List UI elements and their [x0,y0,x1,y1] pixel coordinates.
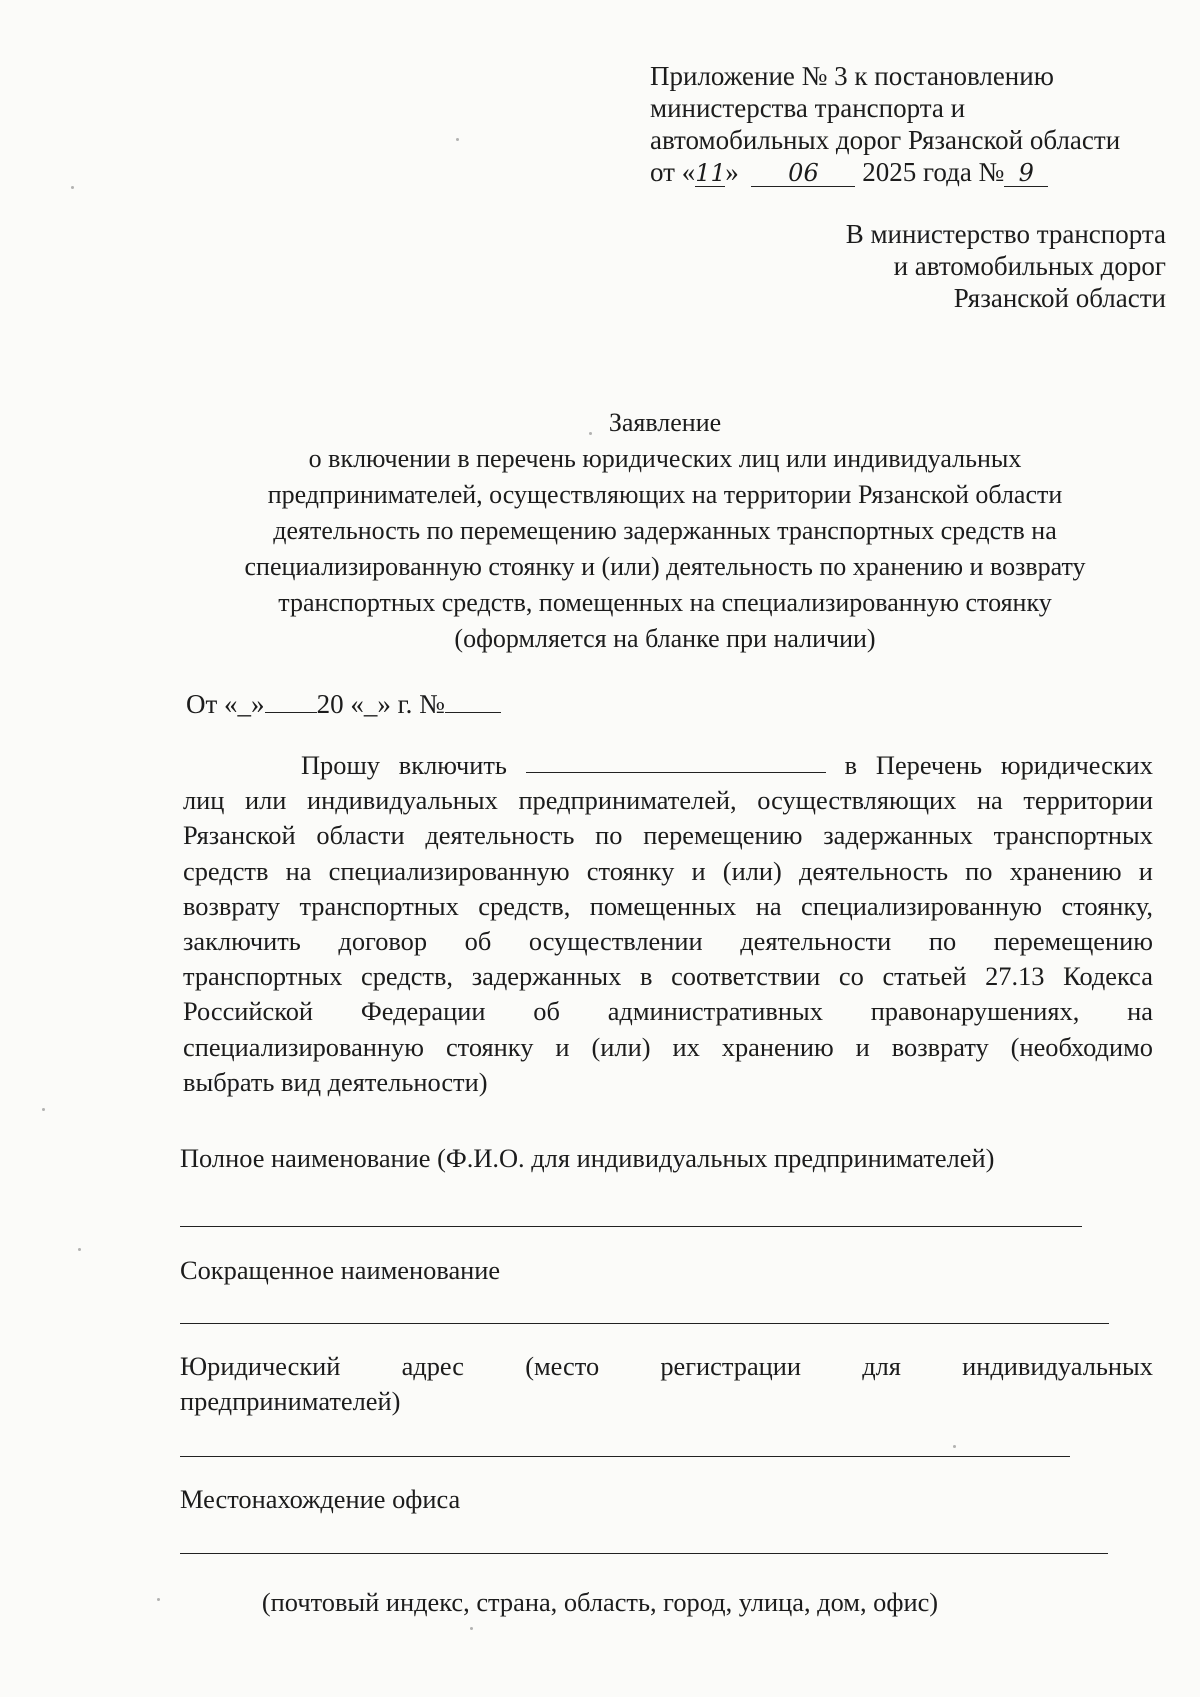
word: индивидуальных [307,785,498,816]
word: по [595,820,623,851]
word: хранению [1009,855,1122,886]
office-location-input-line[interactable] [180,1553,1108,1554]
from-date-line [186,688,501,720]
word: на [976,785,1003,816]
word: об [464,926,492,957]
title-line: специализированную стоянку и (или) деятельность по хранению и возврату [244,552,1086,581]
word: специализированную [801,890,1043,921]
title-line: предпринимателей, осуществляющих на территории Рязанской области [267,480,1063,509]
date-mid: » [725,157,739,187]
word: включить [398,750,507,780]
office-location-label: Местонахождение офиса [180,1484,461,1514]
word: деятельности [740,926,892,957]
addressee-line-1: В министерство транспорта [845,219,1166,249]
request-line [183,854,1153,889]
word: задержанных [471,961,622,992]
handwritten-day: 11 [695,159,726,187]
word: об [533,996,560,1027]
word: задержанных [823,820,973,851]
word: области [316,820,405,851]
company-name-blank[interactable] [526,748,826,773]
word: на [755,890,782,921]
scan-speck [157,1598,160,1601]
word: средств, [361,961,454,992]
scan-speck [589,432,592,435]
annex-line-2: министерства транспорта и [650,93,966,123]
word: Юридический [180,1351,341,1381]
word: регистрации [660,1351,802,1381]
word: помещенных [589,890,737,921]
word: адрес [401,1351,465,1381]
title-line: о включении в перечень юридических лиц или индивидуальных [308,444,1022,473]
request-line [183,1030,1153,1065]
word: или [245,785,287,816]
word: стоянку [445,1031,534,1062]
scan-speck [78,1248,81,1251]
word: (необходимо [1010,1031,1153,1062]
annex-header [650,60,1170,188]
request-line [183,783,1153,818]
date-prefix: от « [650,157,696,187]
request-line [183,924,1153,959]
word: и [555,1031,570,1062]
word: Российской [183,996,314,1027]
legal-address-input-line[interactable] [180,1456,1070,1457]
from-date-prefix: От «_» [186,689,265,719]
word: (или) [591,1031,651,1062]
word: индивидуальных [962,1351,1153,1381]
request-line [183,889,1153,924]
scan-speck [953,1445,956,1448]
from-date-suffix: 20 «_» г. № [316,689,445,719]
application-title [190,405,1140,657]
word: территории [1023,785,1153,816]
word: стоянку [586,855,675,886]
word: перемещению [993,926,1153,957]
word: правонарушениях, [870,996,1080,1027]
word: в [639,961,653,992]
word: специализированную [183,1031,424,1062]
word: стоянку, [1061,890,1153,921]
word: средств [183,855,269,886]
year-text: 2025 года № [862,157,1005,187]
postal-address-hint: (почтовый индекс, страна, область, город, улица, дом, офис) [261,1587,939,1617]
addressee-block [846,218,1166,314]
word: лиц [183,785,225,816]
word: хранению [721,1031,834,1062]
legal-address-label [180,1351,1153,1382]
full-name-input-line[interactable] [180,1226,1082,1227]
word: Рязанской [183,820,296,851]
word: Кодекса [1063,961,1153,992]
handwritten-number: 9 [1004,160,1048,187]
request-paragraph [183,748,1153,1100]
word: по [965,855,993,886]
word: статьей [882,961,967,992]
word: деятельность [798,855,948,886]
word: транспортных [299,890,459,921]
word: на [285,855,312,886]
word: их [672,1031,700,1062]
request-line [183,959,1153,994]
title-line: транспортных средств, помещенных на специализированную стоянку [278,588,1052,617]
word: административных [607,996,823,1027]
request-line [183,748,1153,783]
short-name-input-line[interactable] [180,1323,1109,1324]
word: и [1138,855,1153,886]
full-name-label: Полное наименование (Ф.И.О. для индивидуальных предпринимателей) [180,1143,995,1173]
handwritten-month: 06 [751,160,855,187]
word: транспортных [993,820,1153,851]
word: специализированную [328,855,570,886]
word: Федерации [360,996,486,1027]
word: возврату [183,890,280,921]
word: предпринимателей, [518,785,737,816]
word: и [855,1031,870,1062]
number-blank[interactable] [445,688,501,713]
word: (или) [722,855,782,886]
annex-line-3: автомобильных дорог Рязанской области [650,125,1121,155]
addressee-line-3: Рязанской области [953,283,1166,313]
request-line [183,818,1153,853]
scan-speck [71,186,74,189]
title-line: деятельность по перемещению задержанных транспортных средств на [273,516,1057,545]
word: по [928,926,957,957]
legal-address-label-continued: предпринимателей) [180,1386,401,1416]
word: возврату [891,1031,989,1062]
scan-speck [470,1627,473,1630]
word: соответствии [671,961,821,992]
title-heading: Заявление [608,408,722,437]
word: Перечень [875,750,983,780]
request-line [183,994,1153,1029]
word: 27.13 [985,961,1045,992]
request-last-line: выбрать вид деятельности) [183,1066,488,1097]
word: транспортных [183,961,343,992]
word: осуществляющих [757,785,957,816]
word: (место [525,1351,600,1381]
word: юридических [1000,750,1153,780]
word: со [838,961,864,992]
word: Прошу [301,750,380,780]
word: осуществлении [528,926,703,957]
word: заключить [183,926,301,957]
annex-date-line [650,156,1170,188]
short-name-label: Сокращенное наименование [180,1255,501,1285]
word: деятельность [425,820,575,851]
title-line: (оформляется на бланке при наличии) [454,624,876,653]
scan-speck [456,138,459,141]
word: и [691,855,706,886]
word: средств, [478,890,571,921]
word: для [862,1351,901,1381]
scan-speck [42,1108,45,1111]
word: договор [338,926,428,957]
word: на [1127,996,1153,1027]
word: в [844,750,858,780]
annex-line-1: Приложение № 3 к постановлению [650,61,1054,91]
year-blank[interactable] [265,688,317,713]
word: перемещению [643,820,803,851]
addressee-line-2: и автомобильных дорог [893,251,1166,281]
